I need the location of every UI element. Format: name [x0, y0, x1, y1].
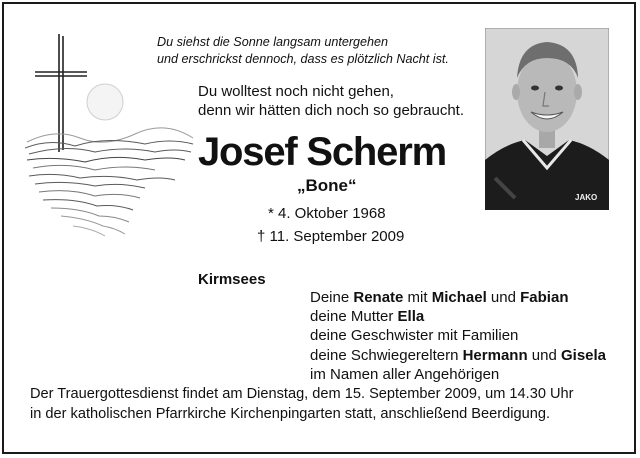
home-village: Kirmsees — [198, 271, 266, 288]
portrait-photo — [485, 28, 609, 210]
memorial-verse — [198, 82, 464, 120]
funeral-line-1: Der Trauergottesdienst findet am Dienstag, dem 15. September 2009, um 14.30 Uhr — [30, 386, 574, 402]
funeral-announcement — [30, 384, 574, 424]
verse-line-1: Du wolltest noch nicht gehen, — [198, 83, 394, 100]
mourners-line-1: Deine Renate mit Michael und Fabian — [310, 289, 569, 306]
landscape-drawing — [25, 128, 193, 236]
memorial-quote — [157, 34, 449, 68]
deceased-nickname: „Bone“ — [297, 176, 357, 195]
mourners-line-3: deine Geschwister mit Familien — [310, 327, 519, 345]
mourners-list — [310, 288, 606, 384]
death-date: † 11. September 2009 — [257, 228, 405, 245]
sun-icon — [87, 84, 123, 120]
quote-line-1: Du siehst die Sonne langsam untergehen — [157, 35, 389, 49]
funeral-line-2: in der katholischen Pfarrkirche Kirchenpingarten statt, anschließend Beerdigung. — [30, 406, 550, 422]
quote-line-2: und erschrickst dennoch, dass es plötzlich Nacht ist. — [157, 52, 449, 66]
mourners-line-2: deine Mutter Ella — [310, 308, 425, 326]
deceased-name: Josef Scherm — [198, 130, 446, 174]
mourners-line-5: im Namen aller Angehörigen — [310, 365, 500, 383]
mourners-line-4: deine Schwiegereltern Hermann und Gisela — [310, 346, 607, 364]
birth-date: * 4. Oktober 1968 — [268, 205, 386, 222]
verse-line-2: denn wir hätten dich noch so gebraucht. — [198, 102, 465, 119]
jersey-logo: JAKO — [575, 193, 598, 202]
